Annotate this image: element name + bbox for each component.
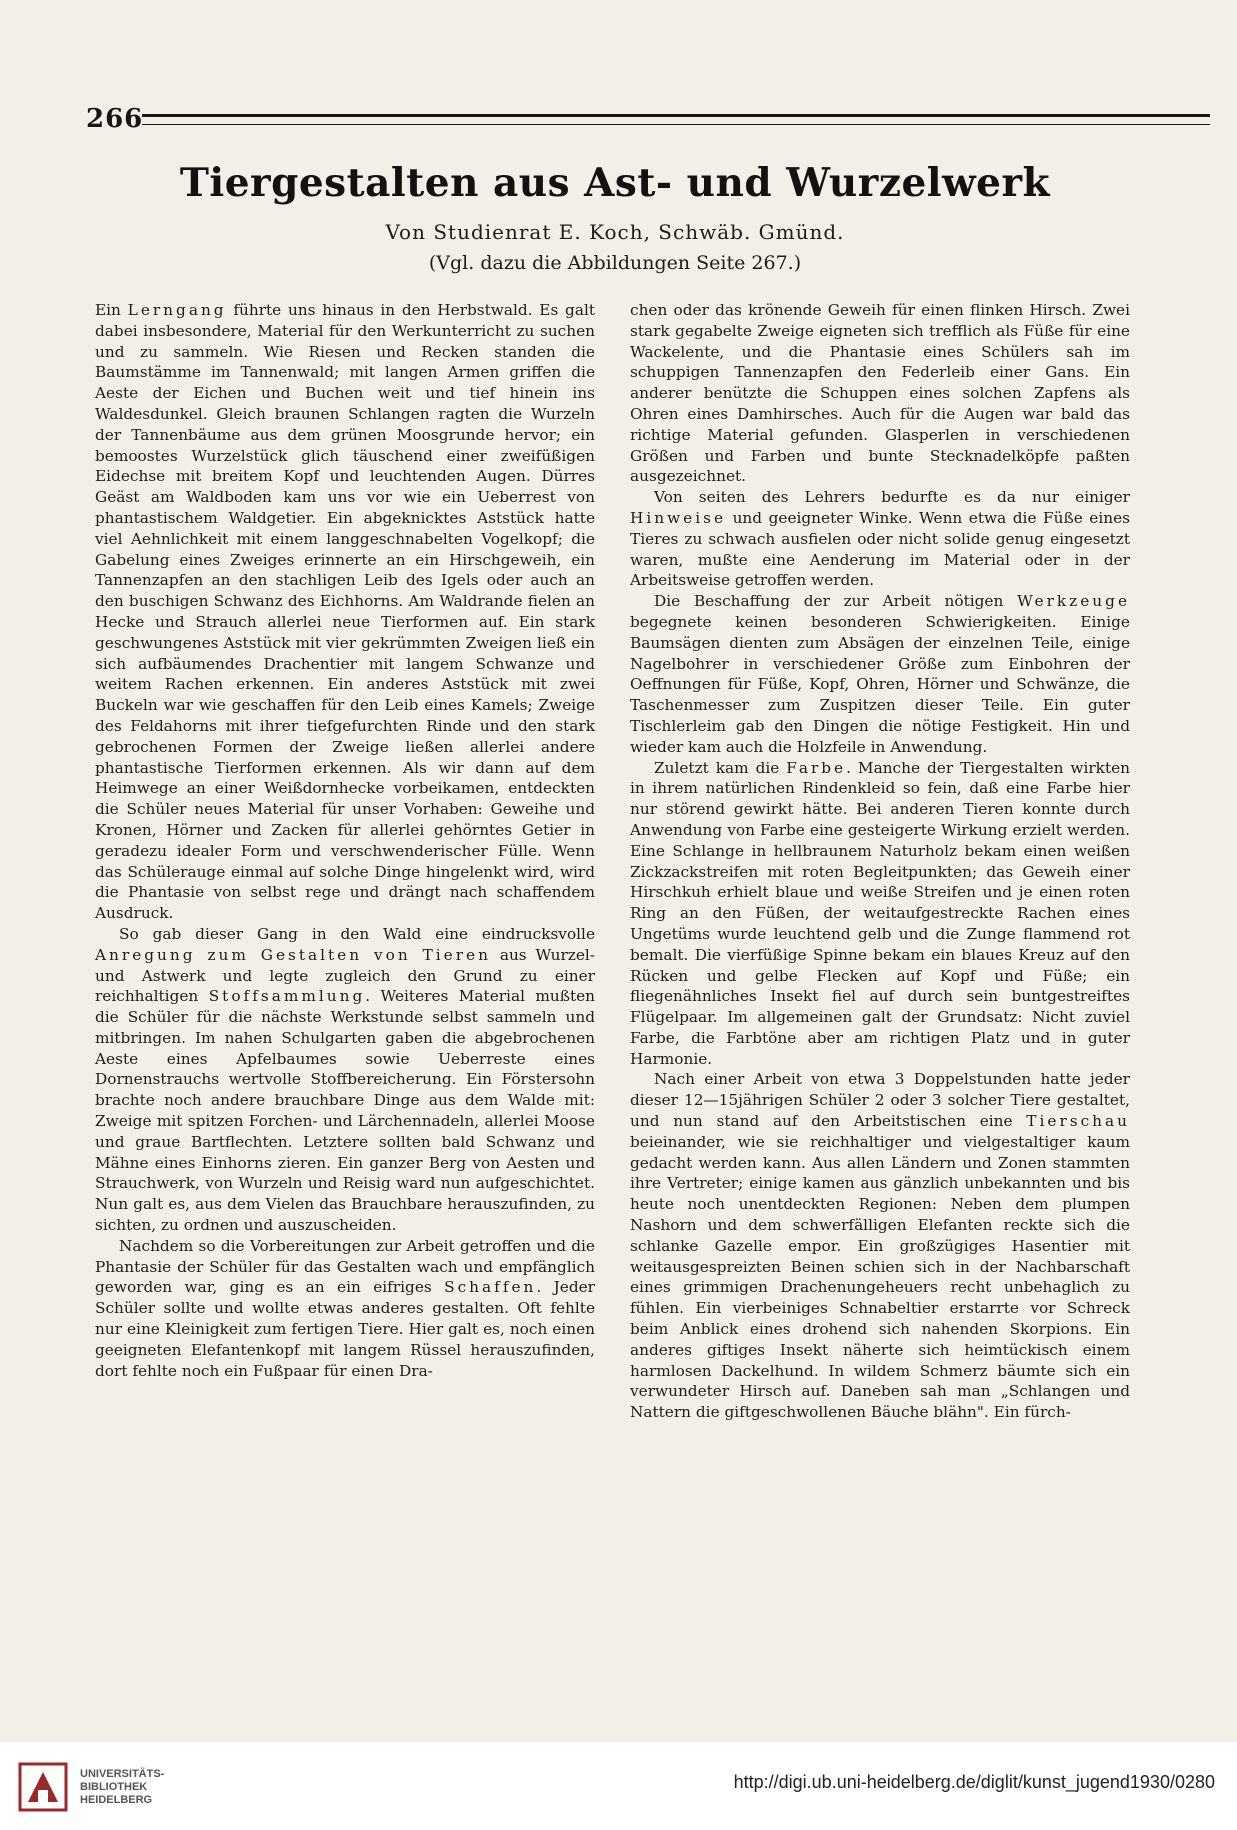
left-column xyxy=(95,300,595,1381)
right-column xyxy=(630,300,1130,1423)
paragraph: Die Beschaffung der zur Arbeit nötigen Werkzeuge begegnete keinen besonderen Schwierigkeiten. Einige Baumsägen dienten zum Absägen der einzelnen Teile, einige Nagelbohrer in verschiedener Größe zum Einbohren der Oeffnungen für Füße, Kopf, Ohren, Hörner und Schwänze, die Taschenmesser zum Zuspitzen dieser Teile. Ein guter Tischlerleim gab den Dingen die nötige Festigkeit. Hin und wieder kam auch die Holzfeile in Anwendung. xyxy=(630,592,1130,756)
paragraph: So gab dieser Gang in den Wald eine eindrucksvolle Anregung zum Gestalten von Tieren aus Wurzel- und Astwerk und legte zugleich den Grund zu einer reichhaltigen Stoffsammlung. Weiteres Material mußten die Schüler für die nächste Werkstunde selbst sammeln und mitbringen. Im nahen Schulgarten gaben die abgebrochenen Aeste eines Apfelbaumes sowie Ueberreste eines Dornenstrauchs wertvolle Stoffbereicherung. Ein Förstersohn brachte noch andere brauchbare Dinge aus dem Walde mit: Zweige mit spitzen Forchen- und Lärchennadeln, allerlei Moose und graue Bartflechten. Letztere sollten bald Schwanz und Mähne eines Einhorns zieren. Ein ganzer Berg von Aesten und Strauchwerk, von Wurzeln und Reisig ward nun aufgeschichtet. Nun galt es, aus dem Vielen das Brauchbare herauszufinden, zu sichten, zu ordnen und auszuscheiden. xyxy=(95,924,595,1235)
paragraph: Nach einer Arbeit von etwa 3 Doppelstunden hatte jeder dieser 12—15jährigen Schüler 2 oder 3 solcher Tiere gestaltet, und nun stand auf den Arbeitstischen eine Tierschau beieinander, wie sie reichhaltiger und vielgestaltiger kaum gedacht werden kann. Aus allen Ländern und Zonen stammten ihre Vertreter; einige kamen aus gänzlich unbekannten und bis heute noch unentdeckten Regionen: Neben dem plumpen Nashorn und dem schwerfälligen Elefanten reckte sich die schlanke Gazelle empor. Ein großzügiges Hasentier mit weitausgespreizten Beinen schien sich in der Nachbarschaft eines grimmigen Drachenungeheuers recht unbehaglich zu fühlen. Ein vierbeiniges Schnabeltier erstarrte vor Schreck beim Anblick eines drohend sich nahenden Skorpions. Ein anderes giftiges Insekt näherte sich heimtückisch einem harmlosen Dackelhund. In wildem Schmerz bäumte sich ein verwundeter Hirsch auf. Daneben sah man „Schlangen und Nattern die giftgeschwollenen Bäuche blähn". Ein fürch- xyxy=(630,1070,1130,1422)
paragraph: chen oder das krönende Geweih für einen flinken Hirsch. Zwei stark gegabelte Zweige eigneten sich trefflich als Füße für eine Wackelente, und die Phantasie eines Schülers sah im schuppigen Tannenzapfen den Federleib einer Gans. Ein anderer benützte die Schuppen eines solchen Zapfens als Ohren eines Damhirsches. Auch für die Augen war bald das richtige Material gefunden. Glasperlen in verschiedenen Größen und Farben und bunte Stecknadelköpfe paßten ausgezeichnet. xyxy=(630,301,1130,486)
paragraph: Zuletzt kam die Farbe. Manche der Tiergestalten wirkten in ihrem natürlichen Rindenkleid so fein, daß eine Farbe hier nur störend gewirkt hätte. Bei anderen Tieren konnte durch Anwendung von Farbe eine gesteigerte Wirkung erzielt werden. Eine Schlange in hellbraunem Naturholz bekam einen weißen Zickzackstreifen mit roten Begleitpunkten; das Geweih einer Hirschkuh erhielt blaue und weiße Streifen und je einen roten Ring an den Füßen, der weitaufgestreckte Rachen eines Ungetüms wurde leuchtend gelb und die Zunge flammend rot bemalt. Die vierfüßige Spinne bekam ein blaues Kreuz auf den Rücken und gelbe Flecken auf Kopf und Füße; ein fliegenähnliches Insekt fiel auf durch sein buntgestreiftes Flügelpaar. Im allgemeinen galt der Grundsatz: Nicht zuviel Farbe, die Farbtöne aber am richtigen Platz und in guter Harmonie. xyxy=(630,758,1131,1068)
paragraph: Ein Lerngang führte uns hinaus in den Herbstwald. Es galt dabei insbesondere, Material für den Werkunterricht zu suchen und zu sammeln. Wie Riesen und Recken standen die Baumstämme im Tannenwald; mit langen Armen griffen die Aeste der Eichen und Buchen weit und tief hinein ins Waldesdunkel. Gleich braunen Schlangen ragten die Wurzeln der Tannenbäume aus dem grünen Moosgrunde hervor; ein bemoostes Wurzelstück glich täuschend einer zweifüßigen Eidechse mit breitem Kopf und leuchtenden Augen. Dürres Geäst am Waldboden kam uns vor wie ein Ueberrest von phantastischem Waldgetier. Ein abgeknicktes Aststück hatte viel Aehnlichkeit mit einem langgeschnabelten Vogelkopf; die Gabelung eines Zweiges erinnerte an ein Hirschgeweih, ein Tannenzapfen an den stachligen Leib des Igels oder auch an den buschigen Schwanz des Eichhorns. Am Waldrande fielen an Hecke und Strauch allerlei neue Tierformen auf. Ein stark geschwungenes Aststück mit vier gekrümmten Zweigen ließ ein sich aufbäumendes Drachentier mit langem Schwanze und weitem Rachen erkennen. Ein anderes Aststück mit zwei Buckeln war wie geschaffen für den Leib eines Kamels; Zweige des Feldahorns mit ihrer tiefgefurchten Rinde und den stark gebrochenen Formen der Zweige ließen allerlei andere phantastische Tierformen erkennen. Als wir dann auf dem Heimwege an einer Weißdornhecke vorbeikamen, entdeckten die Schüler neues Material für unser Vorhaben: Geweihe und Kronen, Hörner und Zacken für allerlei gehörntes Getier in geradezu idealer Form und verschwenderischer Fülle. Wenn das Schülerauge einmal auf solche Dinge hingelenkt wird, wird die Phantasie von selbst rege und drängt nach schaffendem Ausdruck. xyxy=(95,301,595,923)
footer-bar xyxy=(0,1742,1237,1830)
paragraph: Nachdem so die Vorbereitungen zur Arbeit getroffen und die Phantasie der Schüler für das Gestalten wach und empfänglich geworden war, ging es an ein eifriges Schaffen. Jeder Schüler sollte und wollte etwas anderes gestalten. Oft fehlte nur eine Kleinigkeit zum fertigen Tiere. Hier galt es, noch einen geeigneten Elefantenkopf mit langem Rüssel herauszufinden, dort fehlte noch ein Fußpaar für einen Dra- xyxy=(95,1236,595,1380)
library-name: UNIVERSITÄTS- BIBLIOTHEK HEIDELBERG xyxy=(80,1768,165,1806)
figure-reference: (Vgl. dazu die Abbildungen Seite 267.) xyxy=(428,252,802,274)
paragraph: Von seiten des Lehrers bedurfte es da nur einiger Hinweise und geeigneter Winke. Wenn etwa die Füße eines Tieres zu schwach ausfielen oder nicht solide genug eingesetzt waren, mußte eine Aenderung im Material oder in der Arbeitsweise getroffen werden. xyxy=(630,488,1130,590)
header-rule xyxy=(142,114,1210,125)
author-byline: Von Studienrat E. Koch, Schwäb. Gmünd. xyxy=(385,220,845,244)
source-url-link[interactable]: http://digi.ub.uni-heidelberg.de/diglit/kunst_jugend1930/0280 xyxy=(733,1772,1215,1792)
page-number: 266 xyxy=(86,104,144,134)
article-title: Tiergestalten aus Ast- und Wurzelwerk xyxy=(179,160,1051,206)
page-header xyxy=(80,104,1130,134)
university-library-logo-icon xyxy=(18,1762,68,1812)
